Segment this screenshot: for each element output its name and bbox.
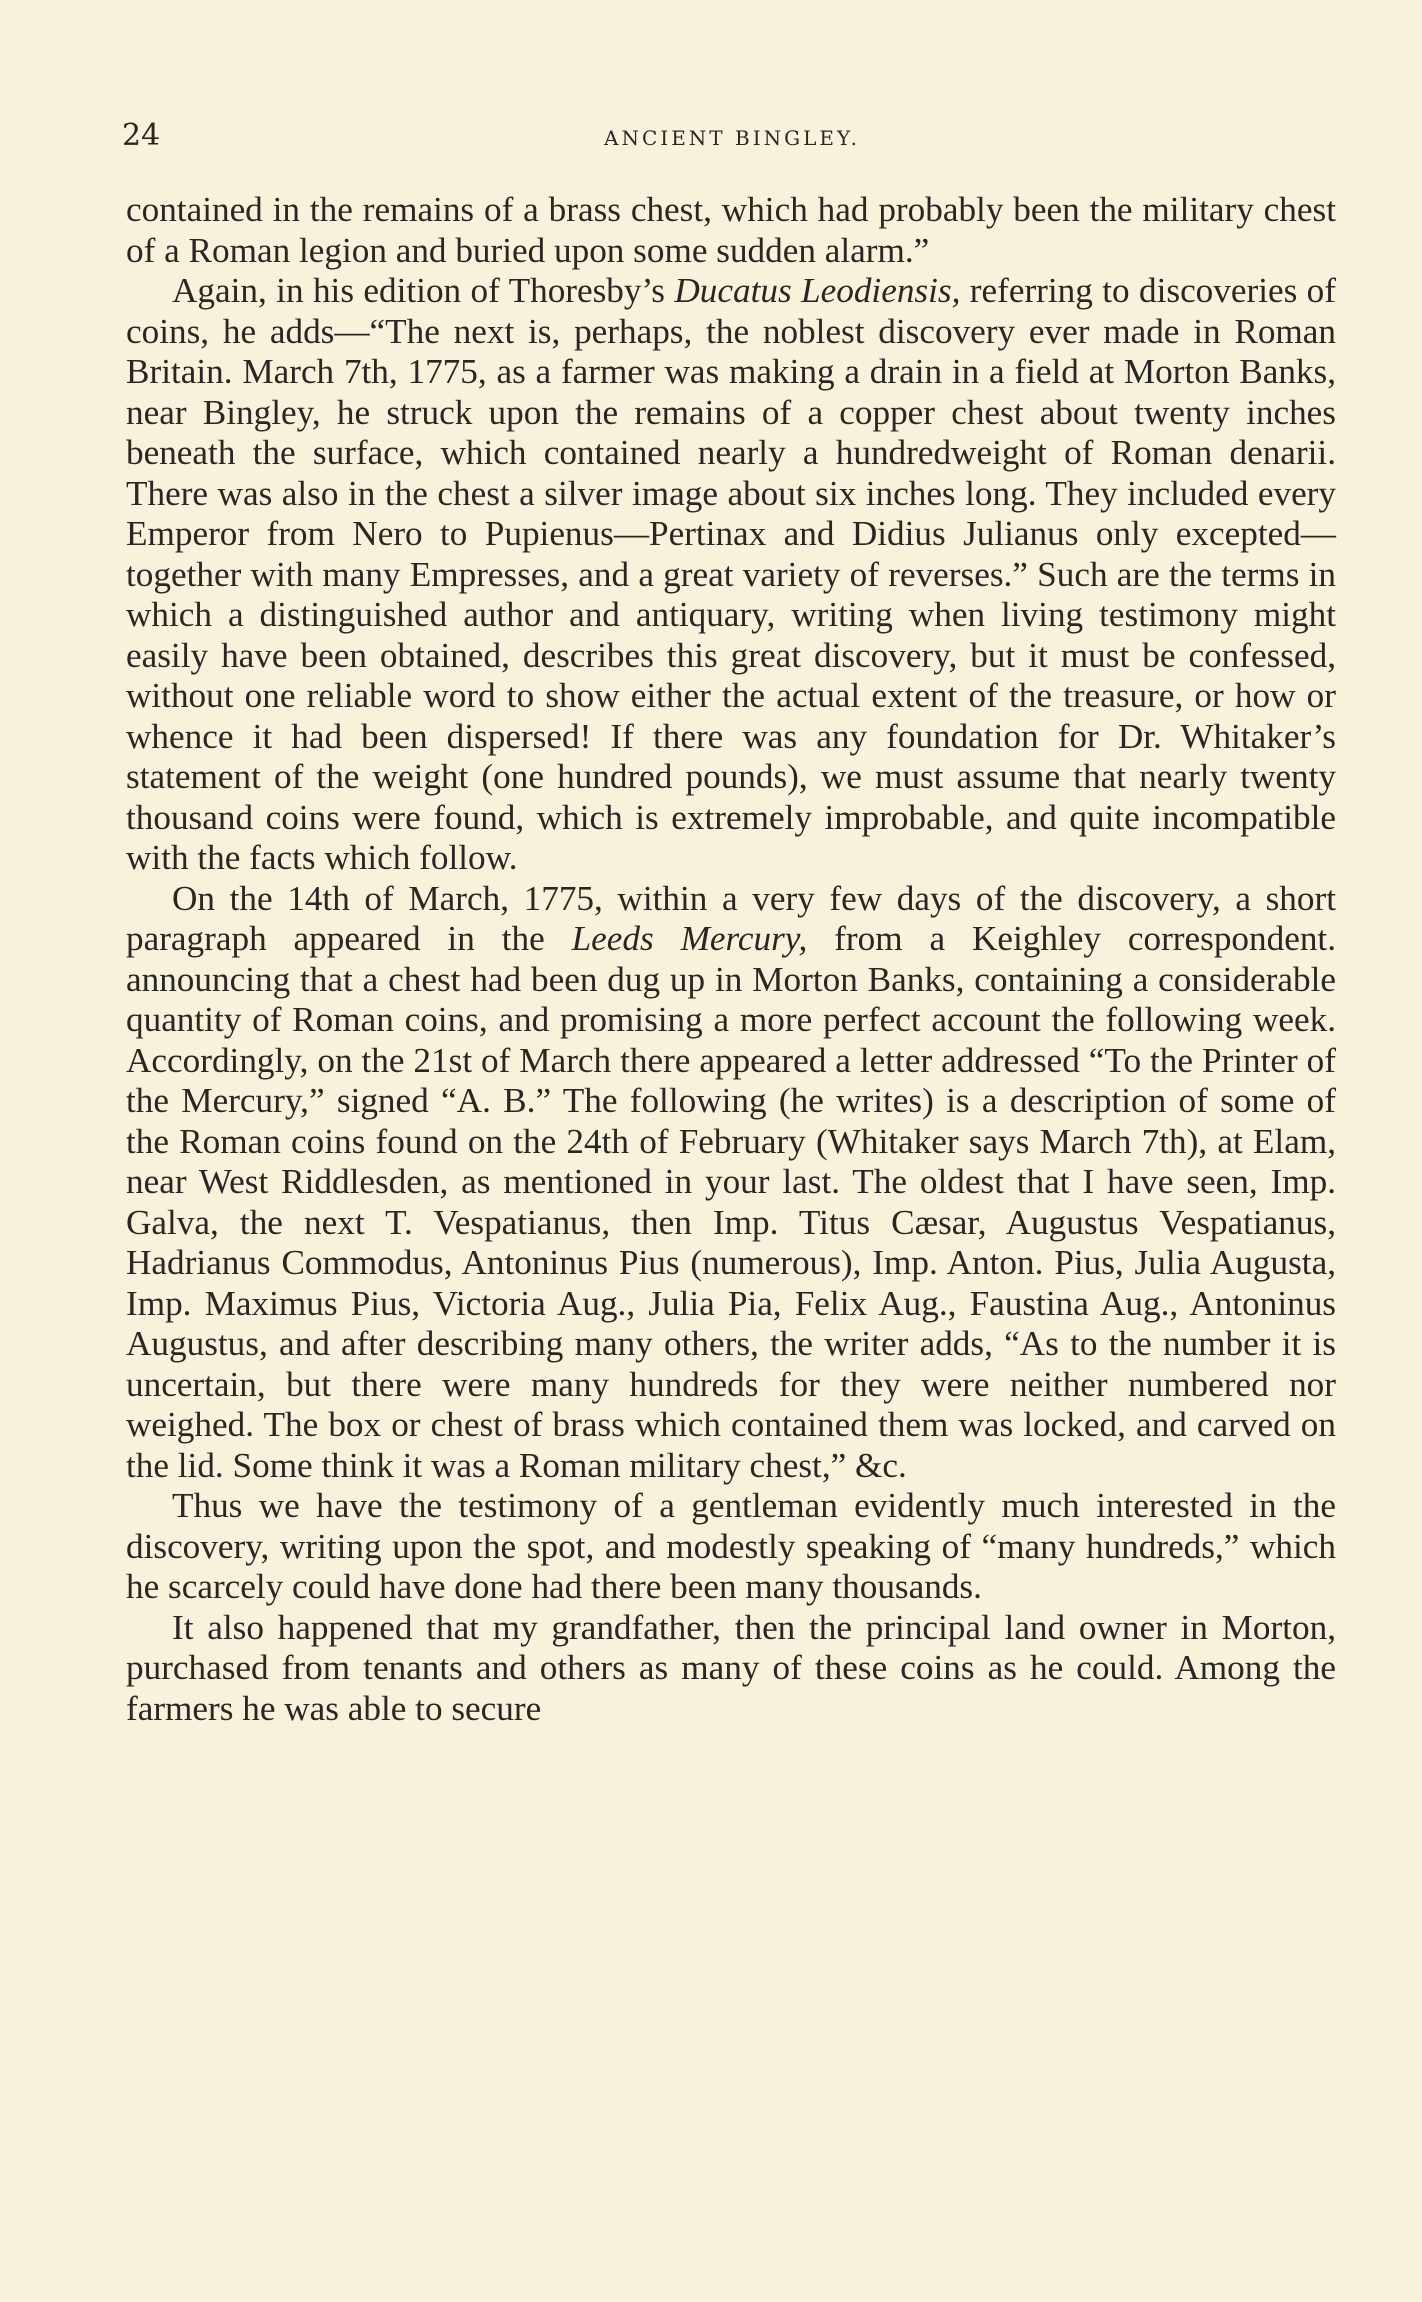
running-title: ANCIENT BINGLEY. <box>604 126 860 150</box>
paragraph-2-text-b: referring to discoveries of coins, he adds—“The next is, perhaps, the noblest discovery ever made in Roman Britain. March 7th, 1775, as a farmer was making a drain in a field at Morton Banks, near Bingley, he struck upon the remains of a copper chest about twenty inches beneath the surface, which contained nearly a hundredweight of Roman denarii. There was also in the chest a silver image about six inches long. They included every Emperor from Nero to Pupienus—Pertinax and Didius Julianus only excepted—together with many Empresses, and a great variety of reverses.” Such are the terms in which a distinguished author and antiquary, writing when living testimony might easily have been obtained, describes this great discovery, but it must be confessed, without one reliable word to show either the actual extent of the treasure, or how or whence it had been dispersed! If there was any foundation for Dr. Whitaker’s statement of the weight (one hundred pounds), we must assume that nearly twenty thousand coins were found, which is extremely improbable, and quite incompatible with the facts which follow. <box>126 271 1336 877</box>
italic-title-leeds-mercury: Leeds Mercury, <box>571 919 808 958</box>
paragraph-2-text-a: Again, in his edition of Thoresby’s <box>172 271 675 310</box>
paragraph-1: contained in the remains of a brass chest, which had probably been the military chest of a Roman legion and buried upon some sudden alarm.” <box>126 190 1336 270</box>
italic-title-ducatus: Ducatus Leodiensis, <box>674 271 961 310</box>
page-number: 24 <box>122 118 161 153</box>
paragraph-4: Thus we have the testimony of a gentleman evidently much interested in the discovery, writing upon the spot, and modestly speaking of “many hundreds,” which he scarcely could have done had there been many thousands. <box>126 1486 1336 1606</box>
paragraph-3-text-b: from a Keighley correspondent. announcing that a chest had been dug up in Morton Banks, containing a considerable quantity of Roman coins, and promising a more perfect account the following week. Accordingly, on the 21st of March there appeared a letter addressed “To the Printer of the Mercury,” signed “A. B.” The following (he writes) is a description of some of the Roman coins found on the 24th of February (Whitaker says March 7th), at Elam, near West Riddlesden, as mentioned in your last. The oldest that I have seen, Imp. Galva, the next T. Vespatianus, then Imp. Titus Cæsar, Augustus Vespatianus, Hadrianus Commodus, Antoninus Pius (numerous), Imp. Anton. Pius, Julia Augusta, Imp. Maximus Pius, Victoria Aug., Julia Pia, Felix Aug., Faustina Aug., Antoninus Augustus, and after describing many others, the writer adds, “As to the number it is uncertain, but there were many hundreds for they were neither numbered nor weighed. The box or chest of brass which contained them was locked, and carved on the lid. Some think it was a Roman military chest,” &c. <box>126 919 1336 1485</box>
paragraph-3 <box>126 879 1336 1487</box>
page-header <box>122 116 1342 156</box>
paragraph-2 <box>126 271 1336 879</box>
paragraph-3-text-a: On the 14th of March, 1775, within a very few days of the discovery, a short paragraph appeared in the <box>126 878 1336 958</box>
body-text <box>126 190 1336 1729</box>
paragraph-5: It also happened that my grandfather, then the principal land owner in Morton, purchased from tenants and others as many of these coins as he could. Among the farmers he was able to secure <box>126 1607 1336 1728</box>
